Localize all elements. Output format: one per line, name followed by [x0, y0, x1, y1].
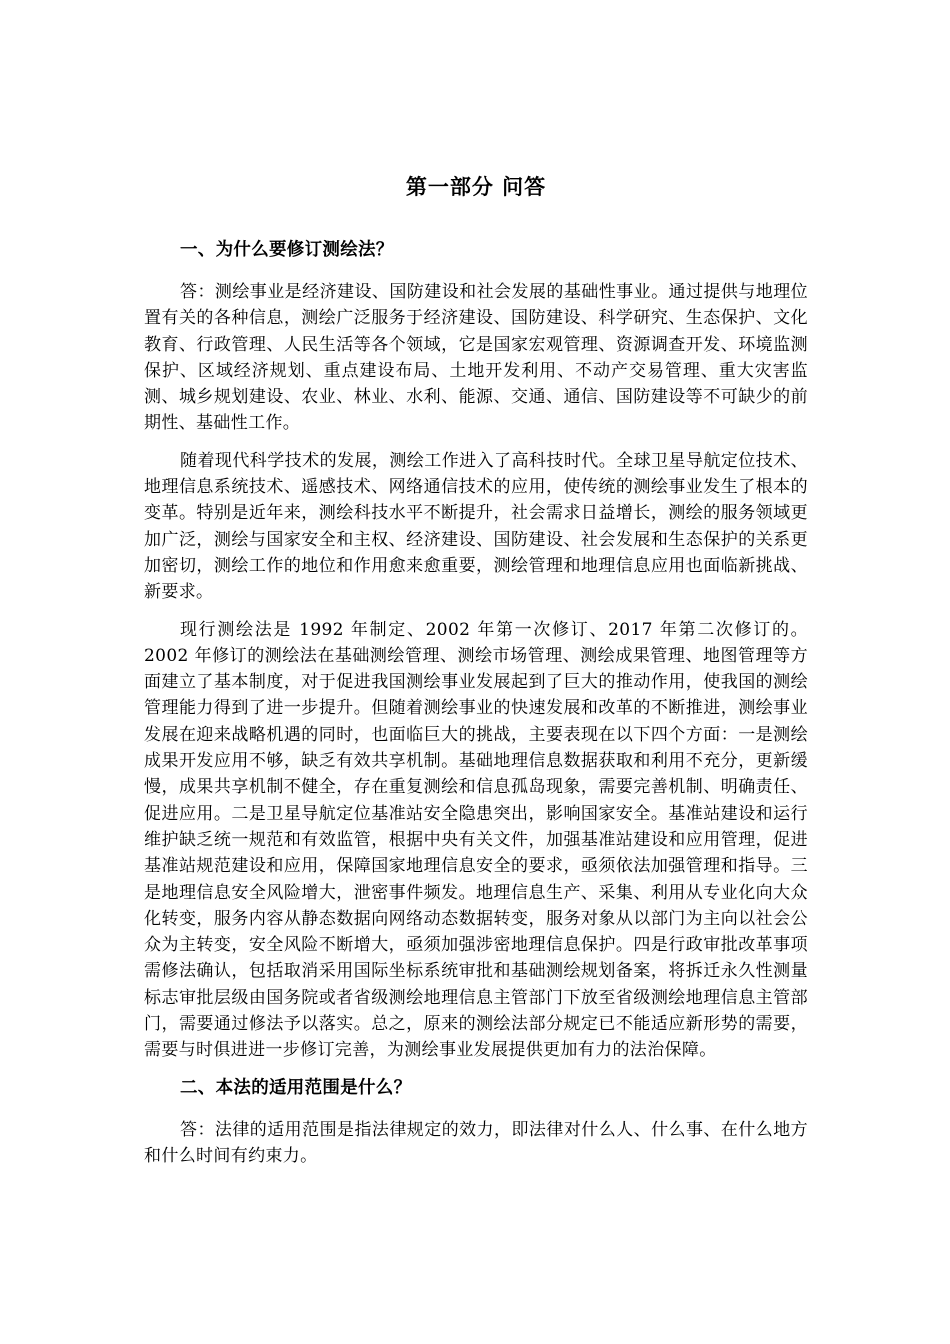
- document-page: [144, 170, 808, 1180]
- section-1: [144, 237, 808, 1064]
- section-heading: 二、本法的适用范围是什么？: [180, 1077, 412, 1098]
- section-heading: 一、为什么要修订测绘法？: [180, 240, 394, 260]
- paragraph: 答：法律的适用范围是指法律规定的效力，即法律对什么人、什么事、在什么地方和什么时间有约束力。: [144, 1119, 808, 1166]
- document-title: 第一部分 问答: [405, 175, 547, 199]
- paragraph: 随着现代科学技术的发展，测绘工作进入了高科技时代。全球卫星导航定位技术、地理信息系统技术、遥感技术、网络通信技术的应用，使传统的测绘事业发生了根本的变革。特别是近年来，测绘科技水平不断提升，社会需求日益增长，测绘的服务领域更加广泛，测绘与国家安全和主权、经济建设、国防建设、社会发展和生态保护的关系更加密切，测绘工作的地位和作用愈来愈重要，测绘管理和地理信息应用也面临新挑战、新要求。: [144, 450, 808, 603]
- paragraph: 现行测绘法是 1992 年制定、2002 年第一次修订、2017 年第二次修订的。2002 年修订的测绘法在基础测绘管理、测绘市场管理、测绘成果管理、地图管理等方面建立了基本制度，对于促进我国测绘事业发展起到了巨大的推动作用，使我国的测绘管理能力得到了进一步提升。但随着测绘事业的快速发展和改革的不断推进，测绘事业发展在迎来战略机遇的同时，也面临巨大的挑战，主要表现在以下四个方面：一是测绘成果开发应用不够，缺乏有效共享机制。基础地理信息数据获取和利用不充分，更新缓慢，成果共享机制不健全，存在重复测绘和信息孤岛现象，需要完善机制、明确责任、促进应用。二是卫星导航定位基准站安全隐患突出，影响国家安全。基准站建设和运行维护缺乏统一规范和有效监管，根据中央有关文件，加强基准站建设和应用管理，促进基准站规范建设和应用，保障国家地理信息安全的要求，亟须依法加强管理和指导。三是地理信息安全风险增大，泄密事件频发。地理信息生产、采集、利用从专业化向大众化转变，服务内容从静态数据向网络动态数据转变，服务对象从以部门为主向以社会公众为主转变，安全风险不断增大，亟须加强涉密地理信息保护。四是行政审批改革事项需修法确认，包括取消采用国际坐标系统审批和基础测绘规划备案，将拆迁永久性测量标志审批层级由国务院或者省级测绘地理信息主管部门下放至省级测绘地理信息主管部门，需要通过修法予以落实。总之，原来的测绘法部分规定已不能适应新形势的需要，需要与时俱进进一步修订完善，为测绘事业发展提供更加有力的法治保障。: [144, 619, 808, 1061]
- paragraph: 答：测绘事业是经济建设、国防建设和社会发展的基础性事业。通过提供与地理位置有关的各种信息，测绘广泛服务于经济建设、国防建设、科学研究、生态保护、文化教育、行政管理、人民生活等各个领域，它是国家宏观管理、资源调查开发、环境监测保护、区域经济规划、重点建设布局、土地开发利用、不动产交易管理、重大灾害监测、城乡规划建设、农业、林业、水利、能源、交通、通信、国防建设等不可缺少的前期性、基础性工作。: [144, 282, 808, 434]
- section-2: [144, 1075, 808, 1170]
